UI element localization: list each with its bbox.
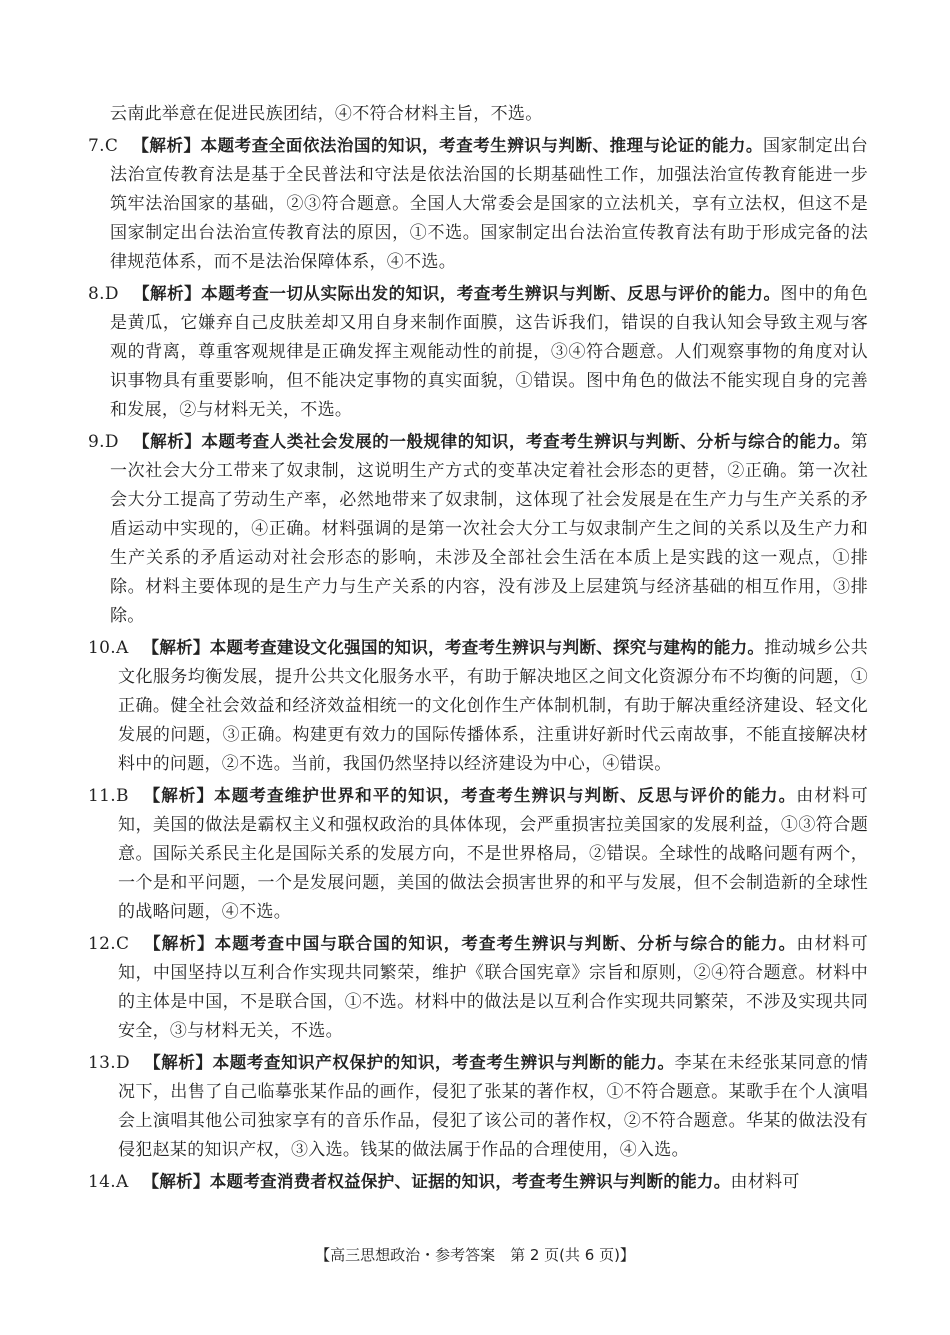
- analysis-tag: 【解析】: [142, 638, 210, 657]
- answer-item: [88, 427, 868, 631]
- question-number: 14.: [88, 1172, 116, 1192]
- knowledge-point: 本题考查知识产权保护的知识，考查考生辨识与判断的能力。: [212, 1053, 675, 1072]
- answer-explanations: [88, 100, 868, 1199]
- answer-item: [88, 1048, 868, 1165]
- knowledge-point: 本题考查一切从实际出发的知识，考查考生辨识与判断、反思与评价的能力。: [201, 284, 781, 303]
- question-number: 11.: [88, 786, 116, 806]
- intro-line: 云南此举意在促进民族团结，④不符合材料主旨，不选。: [110, 104, 543, 124]
- answer-item: [88, 781, 868, 927]
- question-number: 9.: [88, 432, 105, 452]
- answer-item: [88, 929, 868, 1046]
- analysis-tag: 【解析】: [143, 934, 215, 953]
- question-number: 13.: [88, 1053, 116, 1073]
- answer-item: [88, 1167, 868, 1197]
- analysis-tag: 【解析】: [132, 432, 202, 451]
- answer-letter: B: [115, 786, 129, 806]
- knowledge-point: 本题考查全面依法治国的知识，考查考生辨识与判断、推理与论证的能力。: [200, 136, 763, 155]
- answer-item: [88, 131, 868, 277]
- explanation-text: 推动城乡公共文化服务均衡发展，提升公共文化服务水平，有助于解决地区之间文化资源分布不均衡的问题，①正确。健全社会效益和经济效益相统一的文化创作生产体制机制，有助于解决重经济建设、轻文化发展的问题，③正确。构建更有效力的国际传播体系，注重讲好新时代云南故事，不能直接解决材料中的问题，②不选。当前，我国仍然坚持以经济建设为中心，④错误。: [118, 638, 868, 774]
- analysis-tag: 【解析】: [132, 284, 202, 303]
- explanation-text: 由材料可知，中国坚持以互利合作实现共同繁荣，维护《联合国宪章》宗旨和原则，②④符合题意。材料中的主体是中国，不是联合国，①不选。材料中的做法是以互利合作实现共同繁荣，不涉及实现共同安全，③与材料无关，不选。: [118, 934, 868, 1041]
- analysis-tag: 【解析】: [132, 136, 201, 155]
- knowledge-point: 本题考查维护世界和平的知识，考查考生辨识与判断、反思与评价的能力。: [214, 786, 797, 805]
- page-footer: 【高三思想政治・参考答案 第 2 页(共 6 页)】: [315, 1246, 635, 1264]
- explanation-text: 李某在未经张某同意的情况下，出售了自己临摹张某作品的画作，侵犯了张某的著作权，①不符合题意。某歌手在个人演唱会上演唱其他公司独家享有的音乐作品，侵犯了该公司的著作权，②不符合题意。华某的做法没有侵犯赵某的知识产权，③入选。钱某的做法属于作品的合理使用，④入选。: [118, 1053, 868, 1160]
- knowledge-point: 本题考查消费者权益保护、证据的知识，考查考生辨识与判断的能力。: [209, 1172, 731, 1191]
- answer-letter: D: [104, 432, 119, 452]
- answer-letter: D: [115, 1053, 130, 1073]
- question-number: 10.: [88, 638, 116, 658]
- question-number: 8.: [88, 284, 105, 304]
- answer-list: [88, 131, 868, 1197]
- explanation-text: 国家制定出台法治宣传教育法是基于全民普法和守法是依法治国的长期基础性工作，加强法治宣传教育能进一步筑牢法治国家的基础，②③符合题意。全国人大常委会是国家的立法机关，享有立法权，但这不是国家制定出台法治宣传教育法的原因，①不选。国家制定出台法治宣传教育法有助于形成完备的法律规范体系，而不是法治保障体系，④不选。: [110, 136, 868, 272]
- explanation-text: 图中的角色是黄瓜，它嫌弃自己皮肤差却又用自身来制作面膜，这告诉我们，错误的自我认知会导致主观与客观的背离，尊重客观规律是正确发挥主观能动性的前提，③④符合题意。人们观察事物的角度对认识事物具有重要影响，但不能决定事物的真实面貌，①错误。图中角色的做法不能实现自身的完善和发展，②与材料无关，不选。: [110, 284, 869, 420]
- knowledge-point: 本题考查人类社会发展的一般规律的知识，考查考生辨识与判断、分析与综合的能力。: [201, 432, 851, 451]
- knowledge-point: 本题考查建设文化强国的知识，考查考生辨识与判断、探究与建构的能力。: [209, 638, 765, 657]
- analysis-tag: 【解析】: [142, 786, 215, 805]
- explanation-text: 由材料可: [730, 1172, 800, 1192]
- question-number: 12.: [88, 934, 116, 954]
- answer-letter: A: [115, 1172, 129, 1192]
- answer-letter: C: [115, 934, 130, 954]
- analysis-tag: 【解析】: [143, 1053, 213, 1072]
- question-number: 7.: [88, 136, 105, 156]
- knowledge-point: 本题考查中国与联合国的知识，考查考生辨识与判断、分析与综合的能力。: [214, 934, 797, 953]
- analysis-tag: 【解析】: [142, 1172, 210, 1191]
- answer-item: [88, 279, 868, 425]
- answer-item: [88, 633, 868, 779]
- answer-letter: C: [104, 136, 119, 156]
- explanation-text: 由材料可知，美国的做法是霸权主义和强权政治的具体体现，会严重损害拉美国家的发展利益，①③符合题意。国际关系民主化是国际关系的发展方向，不是世界格局，②错误。全球性的战略问题有两个，一个是和平问题，一个是发展问题，美国的做法会损害世界的和平与发展，但不会制造新的全球性的战略问题，④不选。: [118, 786, 869, 922]
- answer-letter: A: [115, 638, 129, 658]
- answer-letter: D: [104, 284, 119, 304]
- explanation-text: 第一次社会大分工带来了奴隶制，这说明生产方式的变革决定着社会形态的更替，②正确。第一次社会大分工提高了劳动生产率，必然地带来了奴隶制，这体现了社会发展是在生产力与生产关系的矛盾运动中实现的，④正确。材料强调的是第一次社会大分工与奴隶制产生之间的关系以及生产力和生产关系的矛盾运动对社会形态的影响，未涉及全部社会生活在本质上是实践的这一观点，①排除。材料主要体现的是生产力与生产关系的内容，没有涉及上层建筑与经济基础的相互作用，③排除。: [110, 432, 868, 626]
